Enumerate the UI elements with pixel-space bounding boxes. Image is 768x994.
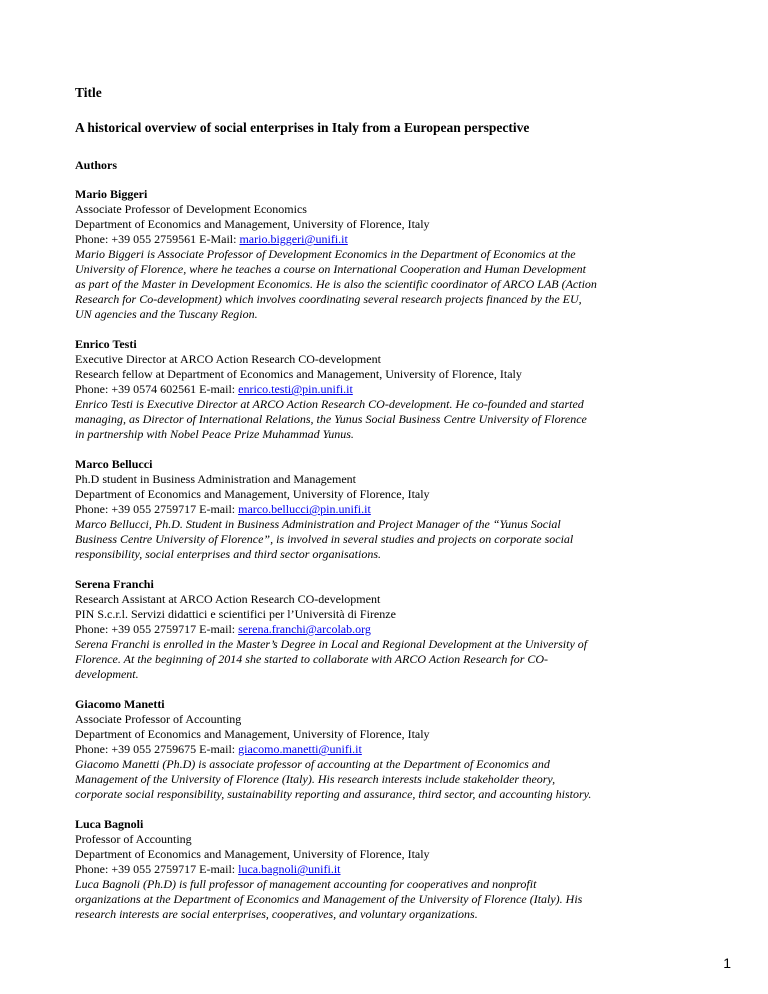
author-block [75, 187, 725, 322]
author-bio-line: as part of the Master in Development Economics. He is also the scientific coordinator of ARCO LAB (Action [75, 277, 597, 291]
author-bio-line: UN agencies and the Tuscany Region. [75, 307, 258, 321]
email-link[interactable]: mario.biggeri@unifi.it [239, 232, 348, 246]
author-contact [75, 502, 725, 517]
author-block [75, 337, 725, 442]
author-affiliation: Ph.D student in Business Administration and Management [75, 472, 356, 486]
author-bio-line: corporate social responsibility, sustainability reporting and assurance, third sector, and accounting history. [75, 787, 592, 801]
email-label: E-mail: [199, 502, 236, 516]
author-contact [75, 622, 725, 637]
phone-number: +39 0574 602561 [111, 382, 197, 396]
author-bio-line: organizations at the Department of Economics and Management of the University of Florence (Italy). His [75, 892, 583, 906]
email-link[interactable]: luca.bagnoli@unifi.it [238, 862, 341, 876]
author-affiliation: Department of Economics and Management, University of Florence, Italy [75, 217, 430, 231]
author-affiliation: Executive Director at ARCO Action Research CO-development [75, 352, 381, 366]
author-block [75, 457, 725, 562]
author-bio-line: Marco Bellucci, Ph.D. Student in Business Administration and Project Manager of the “Yunus Social [75, 517, 561, 531]
email-link[interactable]: marco.bellucci@pin.unifi.it [238, 502, 371, 516]
author-bio-line: development. [75, 667, 139, 681]
author-contact [75, 382, 725, 397]
author-name: Marco Bellucci [75, 457, 153, 471]
paper-title: A historical overview of social enterprises in Italy from a European perspective [75, 120, 530, 135]
phone-label: Phone: [75, 622, 109, 636]
author-name: Giacomo Manetti [75, 697, 165, 711]
author-name: Mario Biggeri [75, 187, 148, 201]
author-contact [75, 862, 725, 877]
phone-label: Phone: [75, 232, 109, 246]
page-number: 1 [723, 955, 731, 971]
author-bio-line: managing, as Director of International Relations, the Yunus Social Business Centre University of Florence [75, 412, 587, 426]
phone-number: +39 055 2759561 [111, 232, 197, 246]
email-label: E-mail: [199, 742, 236, 756]
author-bio-line: Serena Franchi is enrolled in the Master’s Degree in Local and Regional Development at the University of [75, 637, 588, 651]
phone-number: +39 055 2759717 [111, 502, 197, 516]
email-link[interactable]: enrico.testi@pin.unifi.it [238, 382, 353, 396]
phone-number: +39 055 2759717 [111, 622, 197, 636]
author-affiliation: Research Assistant at ARCO Action Research CO-development [75, 592, 381, 606]
phone-label: Phone: [75, 742, 109, 756]
author-bio-line: Luca Bagnoli (Ph.D) is full professor of management accounting for cooperatives and nonprofit [75, 877, 537, 891]
author-affiliation: Department of Economics and Management, University of Florence, Italy [75, 847, 430, 861]
author-affiliation: Professor of Accounting [75, 832, 192, 846]
author-bio-line: Giacomo Manetti (Ph.D) is associate professor of accounting at the Department of Economics and [75, 757, 550, 771]
authors-list [75, 187, 725, 922]
email-label: E-mail: [199, 862, 236, 876]
author-affiliation: Associate Professor of Accounting [75, 712, 242, 726]
author-name: Luca Bagnoli [75, 817, 144, 831]
email-link[interactable]: giacomo.manetti@unifi.it [238, 742, 362, 756]
authors-label: Authors [75, 158, 118, 172]
author-bio-line: Florence. At the beginning of 2014 she started to collaborate with ARCO Action Research for CO- [75, 652, 549, 666]
phone-number: +39 055 2759717 [111, 862, 197, 876]
author-block [75, 577, 725, 682]
author-bio-line: Management of the University of Florence (Italy). His research interests include stakeholder theory, [75, 772, 556, 786]
author-bio-line: University of Florence, where he teaches a course on International Cooperation and Human Development [75, 262, 587, 276]
title-label: Title [75, 85, 102, 100]
email-label: E-mail: [199, 622, 236, 636]
author-bio-line: Business Centre University of Florence”, is involved in several studies and projects on corporate social [75, 532, 574, 546]
email-label: E-mail: [199, 382, 236, 396]
author-bio-line: Research for Co-development) which involves coordinating several research projects financed by the EU, [75, 292, 582, 306]
email-label: E-Mail: [199, 232, 237, 246]
author-affiliation: PIN S.c.r.l. Servizi didattici e scientifici per l’Università di Firenze [75, 607, 396, 621]
author-contact [75, 232, 725, 247]
author-block [75, 817, 725, 922]
author-bio-line: Enrico Testi is Executive Director at ARCO Action Research CO-development. He co-founded and started [75, 397, 584, 411]
author-affiliation: Department of Economics and Management, University of Florence, Italy [75, 487, 430, 501]
author-affiliation: Research fellow at Department of Economics and Management, University of Florence, Italy [75, 367, 522, 381]
email-link[interactable]: serena.franchi@arcolab.org [238, 622, 371, 636]
author-bio-line: responsibility, social enterprises and third sector organisations. [75, 547, 381, 561]
author-bio-line: in partnership with Nobel Peace Prize Muhammad Yunus. [75, 427, 354, 441]
phone-label: Phone: [75, 502, 109, 516]
author-block [75, 697, 725, 802]
author-bio-line: research interests are social enterprises, cooperatives, and voluntary organizations. [75, 907, 478, 921]
author-affiliation: Department of Economics and Management, University of Florence, Italy [75, 727, 430, 741]
phone-label: Phone: [75, 382, 109, 396]
author-affiliation: Associate Professor of Development Economics [75, 202, 307, 216]
phone-label: Phone: [75, 862, 109, 876]
author-contact [75, 742, 725, 757]
phone-number: +39 055 2759675 [111, 742, 197, 756]
author-name: Serena Franchi [75, 577, 154, 591]
document-page [75, 85, 725, 937]
author-bio-line: Mario Biggeri is Associate Professor of Development Economics in the Department of Economics at the [75, 247, 576, 261]
author-name: Enrico Testi [75, 337, 137, 351]
